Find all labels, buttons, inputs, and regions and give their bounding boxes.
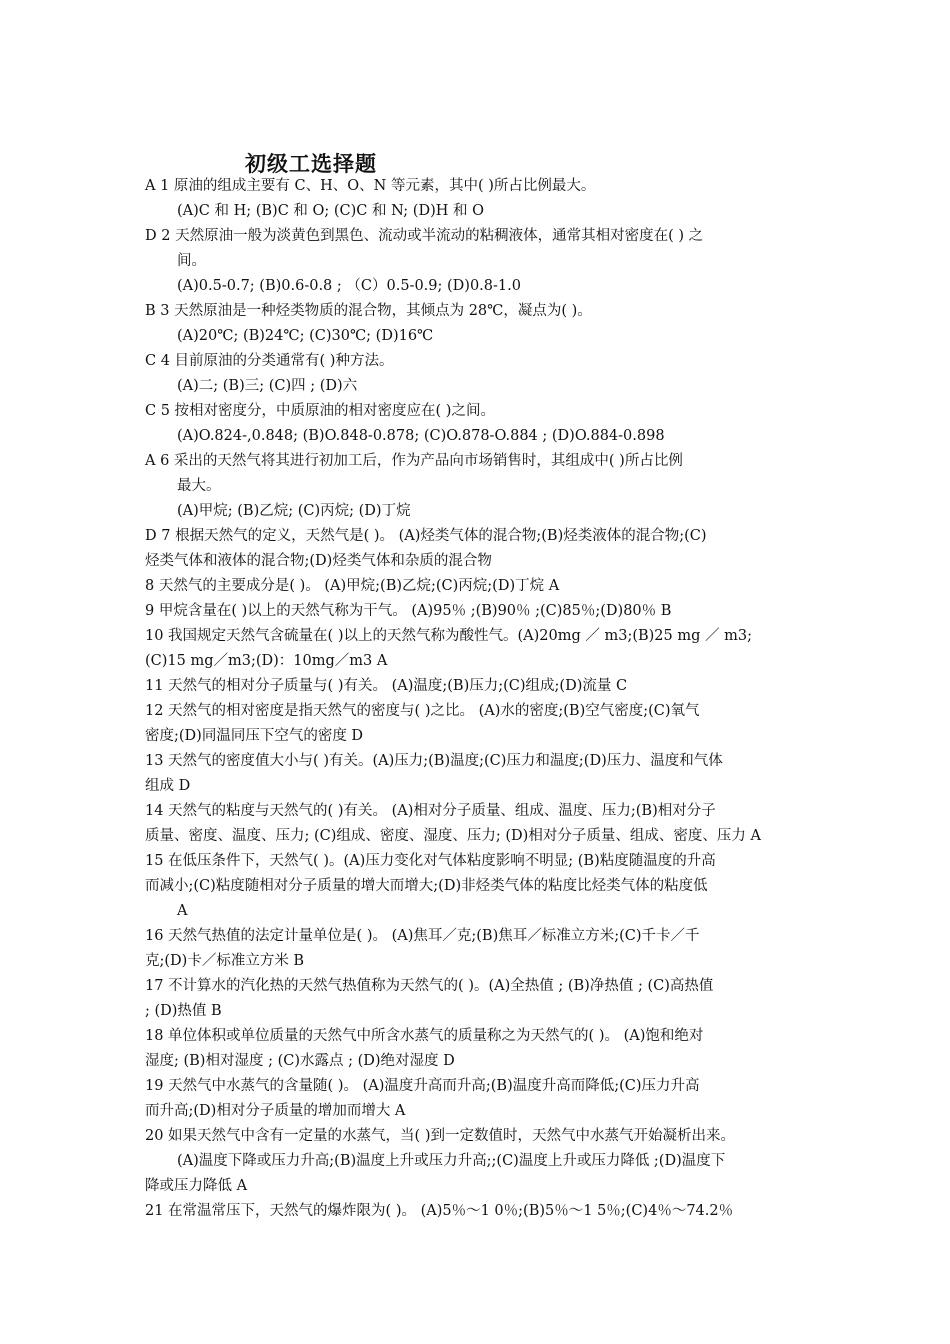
- question-2-line: D 2 天然原油一般为淡黄色到黑色、流动或半流动的粘稠液体，通常其相对密度在( ) 之: [145, 228, 704, 244]
- question-4-options: (A)二; (B)三; (C)四 ; (D)六: [177, 378, 358, 394]
- question-15-line: 15 在低压条件下，天然气( )。(A)压力变化对气体粘度影响不明显; (B)粘度随温度的升高: [145, 853, 716, 869]
- question-8-line: 8 天然气的主要成分是( )。 (A)甲烷;(B)乙烷;(C)丙烷;(D)丁烷 A: [145, 578, 560, 594]
- question-6-line: A 6 采出的天然气将其进行初加工后，作为产品向市场销售时，其组成中( )所占比例: [145, 453, 683, 469]
- question-13-line-cont: 组成 D: [145, 778, 191, 794]
- question-2-options: (A)0.5-0.7; (B)0.6-0.8 ; （C）0.5-0.9; (D)0.8-1.0: [177, 278, 521, 294]
- question-5-line: C 5 按相对密度分，中质原油的相对密度应在( )之间。: [145, 403, 495, 419]
- question-17-line-cont: ; (D)热值 B: [145, 1003, 222, 1019]
- question-20-line: 20 如果天然气中含有一定量的水蒸气，当( )到一定数值时，天然气中水蒸气开始凝析出来。: [145, 1128, 735, 1144]
- question-5-options: (A)O.824-,0.848; (B)O.848-0.878; (C)O.878-O.884 ; (D)O.884-0.898: [177, 428, 665, 444]
- question-12-line: 12 天然气的相对密度是指天然气的密度与( )之比。 (A)水的密度;(B)空气密度;(C)氧气: [145, 703, 700, 719]
- question-9-line: 9 甲烷含量在( )以上的天然气称为干气。 (A)95％ ;(B)90％ ;(C)85％;(D)80％ B: [145, 603, 672, 619]
- question-12-line-cont: 密度;(D)同温同压下空气的密度 D: [145, 728, 364, 744]
- question-11-line: 11 天然气的相对分子质量与( )有关。 (A)温度;(B)压力;(C)组成;(D)流量 C: [145, 678, 628, 694]
- question-1-options: (A)C 和 H; (B)C 和 O; (C)C 和 N; (D)H 和 O: [177, 203, 484, 219]
- question-16-line-cont: 克;(D)卡／标准立方米 B: [145, 953, 305, 969]
- question-18-line: 18 单位体积或单位质量的天然气中所含水蒸气的质量称之为天然气的( )。 (A)饱和绝对: [145, 1028, 704, 1044]
- question-14-line: 14 天然气的粘度与天然气的( )有关。 (A)相对分子质量、组成、温度、压力;(B)相对分子: [145, 803, 716, 819]
- question-6-line-cont: 最大。: [177, 478, 221, 494]
- question-15-line-cont: 而减小;(C)粘度随相对分子质量的增大而增大;(D)非烃类气体的粘度比烃类气体的粘度低: [145, 878, 708, 894]
- question-17-line: 17 不计算水的汽化热的天然气热值称为天然气的( )。(A)全热值 ; (B)净热值 ; (C)高热值: [145, 978, 714, 994]
- question-6-options: (A)甲烷; (B)乙烷; (C)丙烷; (D)丁烷: [177, 503, 411, 519]
- question-19-line: 19 天然气中水蒸气的含量随( )。 (A)温度升高而升高;(B)温度升高而降低;(C)压力升高: [145, 1078, 700, 1094]
- question-16-line: 16 天然气热值的法定计量单位是( )。 (A)焦耳／克;(B)焦耳／标准立方米;(C)千卡／千: [145, 928, 700, 944]
- question-10-line: 10 我国规定天然气含硫量在( )以上的天然气称为酸性气。(A)20mg ／ m3;(B)25 mg ／ m3;: [145, 628, 752, 644]
- question-19-line-cont: 而升高;(D)相对分子质量的增加而增大 A: [145, 1103, 406, 1119]
- question-3-options: (A)20℃; (B)24℃; (C)30℃; (D)16℃: [177, 328, 434, 344]
- question-13-line: 13 天然气的密度值大小与( )有关。(A)压力;(B)温度;(C)压力和温度;(D)压力、温度和气体: [145, 753, 723, 769]
- question-4-line: C 4 目前原油的分类通常有( )种方法。: [145, 353, 394, 369]
- page-title: 初级工选择题: [245, 151, 377, 176]
- question-15-answer: A: [177, 903, 188, 919]
- question-7-line-cont: 烃类气体和液体的混合物;(D)烃类气体和杂质的混合物: [145, 553, 492, 569]
- question-2-line-cont: 间。: [177, 253, 206, 269]
- question-1-line: A 1 原油的组成主要有 C、H、O、N 等元素，其中( )所占比例最大。: [145, 178, 596, 194]
- question-21-line: 21 在常温常压下，天然气的爆炸限为( )。 (A)5％～1 0％;(B)5％～1 5％;(C)4％～74.2％: [145, 1203, 734, 1219]
- question-3-line: B 3 天然原油是一种烃类物质的混合物，其倾点为 28℃，凝点为( )。: [145, 303, 592, 319]
- question-10-line-cont: (C)15 mg／m3;(D)：10mg／m3 A: [145, 653, 388, 669]
- question-18-line-cont: 湿度; (B)相对湿度 ; (C)水露点 ; (D)绝对湿度 D: [145, 1053, 455, 1069]
- question-20-options: (A)温度下降或压力升高;(B)温度上升或压力升高;;(C)温度上升或压力降低 ;(D)温度下: [177, 1153, 726, 1169]
- question-7-line: D 7 根据天然气的定义，天然气是( )。 (A)烃类气体的混合物;(B)烃类液体的混合物;(C): [145, 528, 707, 544]
- question-20-line-cont: 降或压力降低 A: [145, 1178, 248, 1194]
- question-14-line-cont: 质量、密度、温度、压力; (C)组成、密度、湿度、压力; (D)相对分子质量、组成、密度、压力 A: [145, 828, 761, 844]
